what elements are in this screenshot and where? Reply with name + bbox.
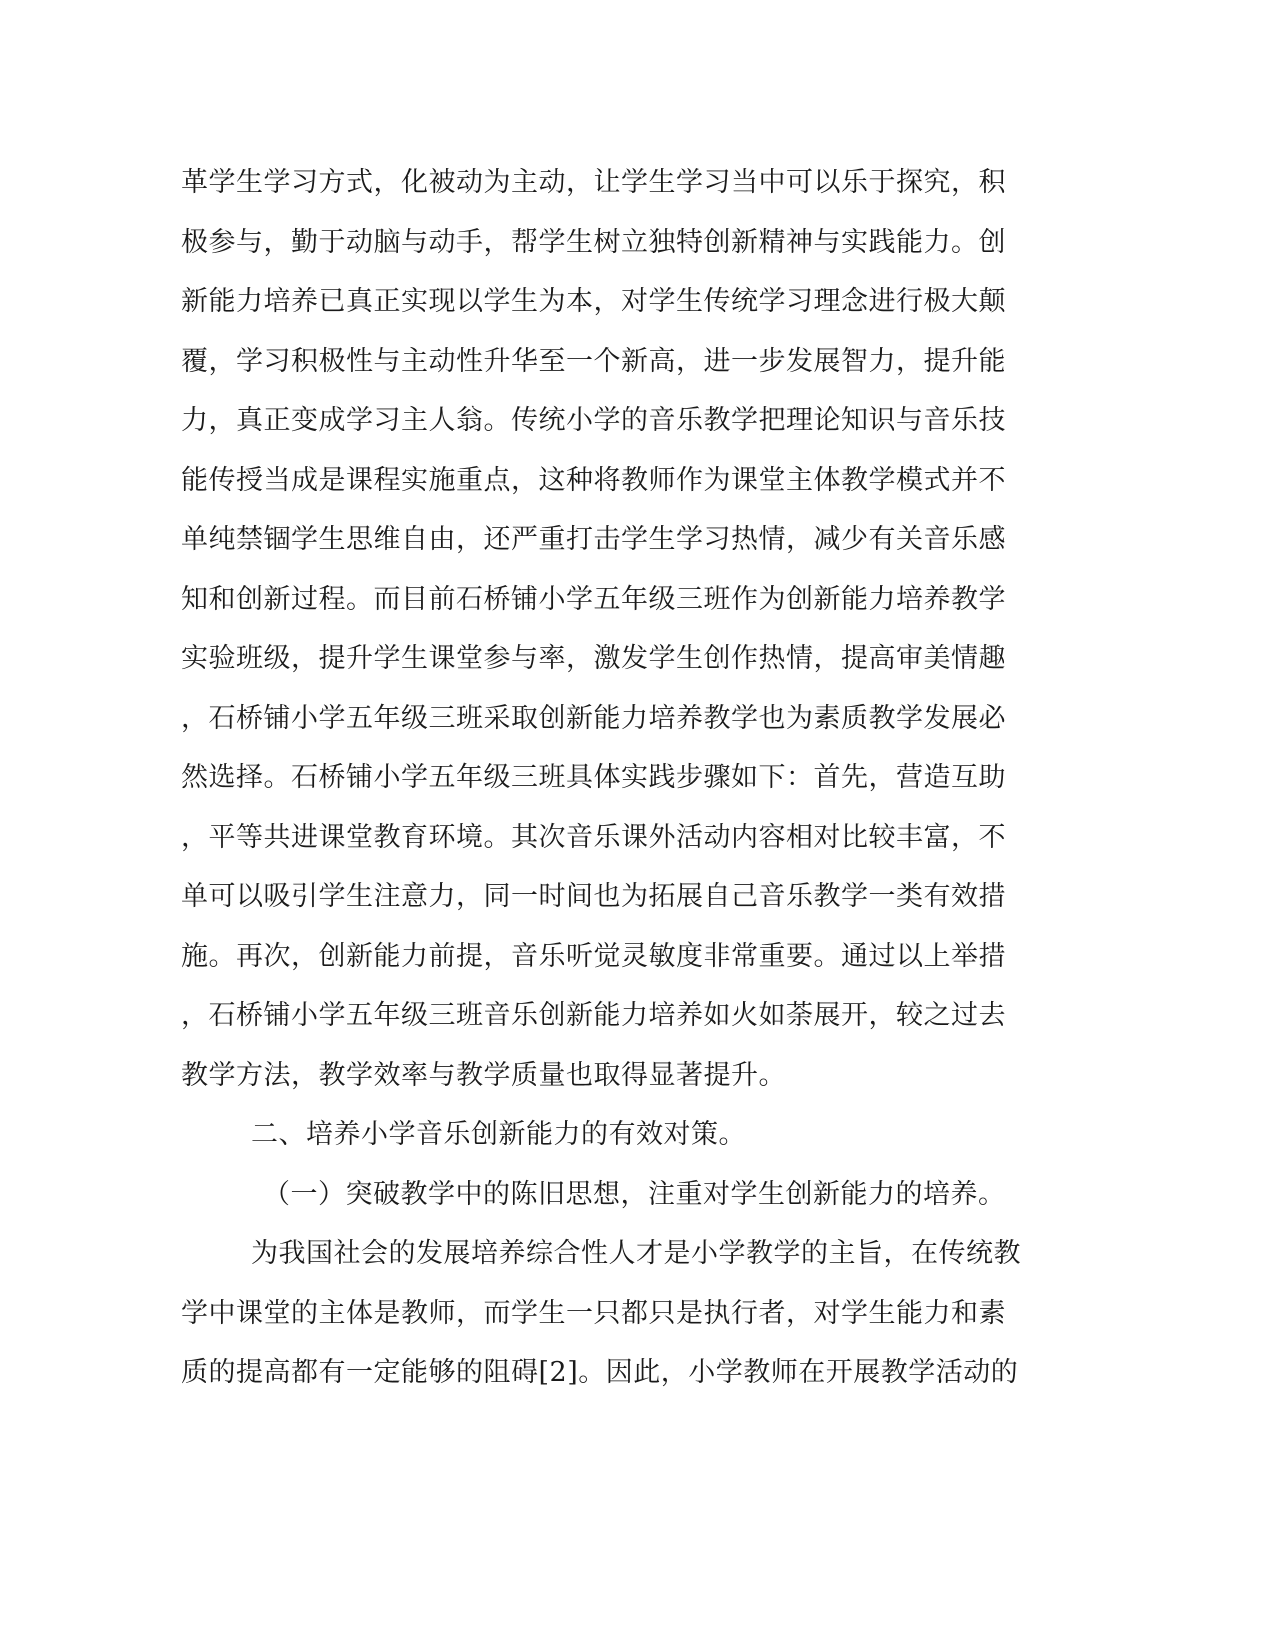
paragraph-line: 革学生学习方式，化被动为主动，让学生学习当中可以乐于探究，积 [181,167,1006,198]
paragraph-line: 质的提高都有一定能够的阻碍[2]。因此，小学教师在开展教学活动的 [181,1357,1019,1388]
paragraph-line: 力，真正变成学习主人翁。传统小学的音乐教学把理论知识与音乐技 [181,405,1006,436]
paragraph-line: 单纯禁锢学生思维自由，还严重打击学生学习热情，减少有关音乐感 [181,524,1006,555]
paragraph-line: 实验班级，提升学生课堂参与率，激发学生创作热情，提高审美情趣 [181,643,1006,674]
subsection-heading: （一）突破教学中的陈旧思想，注重对学生创新能力的培养。 [263,1178,1006,1210]
paragraph-line: 为我国社会的发展培养综合性人才是小学教学的主旨，在传统教 [251,1238,1021,1269]
paragraph-line: 覆，学习积极性与主动性升华至一个新高，进一步发展智力，提升能 [181,345,1006,377]
paragraph-line: 教学方法，教学效率与教学质量也取得显著提升。 [181,1059,786,1091]
paragraph-line: 能传授当成是课程实施重点，这种将教师作为课堂主体教学模式并不 [181,464,1006,496]
paragraph-line: 极参与，勤于动脑与动手，帮学生树立独特创新精神与实践能力。创 [181,226,1006,258]
paragraph-line: 新能力培养已真正实现以学生为本，对学生传统学习理念进行极大颠 [181,286,1006,317]
paragraph-line: 知和创新过程。而目前石桥铺小学五年级三班作为创新能力培养教学 [181,583,1006,615]
paragraph-line: ，石桥铺小学五年级三班音乐创新能力培养如火如荼展开，较之过去 [181,1000,1006,1031]
paragraph-line: 然选择。石桥铺小学五年级三班具体实践步骤如下：首先，营造互助 [181,762,1006,793]
body-text [181,162,1041,1412]
paragraph-line: 学中课堂的主体是教师，而学生一只都只是执行者，对学生能力和素 [181,1297,1006,1329]
paragraph-line: 单可以吸引学生注意力，同一时间也为拓展自己音乐教学一类有效措 [181,881,1006,912]
paragraph-line: 施。再次，创新能力前提，音乐听觉灵敏度非常重要。通过以上举措 [181,940,1006,972]
section-heading: 二、培养小学音乐创新能力的有效对策。 [251,1119,746,1150]
paragraph-line: ，石桥铺小学五年级三班采取创新能力培养教学也为素质教学发展必 [181,702,1006,734]
paragraph-line: ，平等共进课堂教育环境。其次音乐课外活动内容相对比较丰富，不 [181,821,1006,853]
